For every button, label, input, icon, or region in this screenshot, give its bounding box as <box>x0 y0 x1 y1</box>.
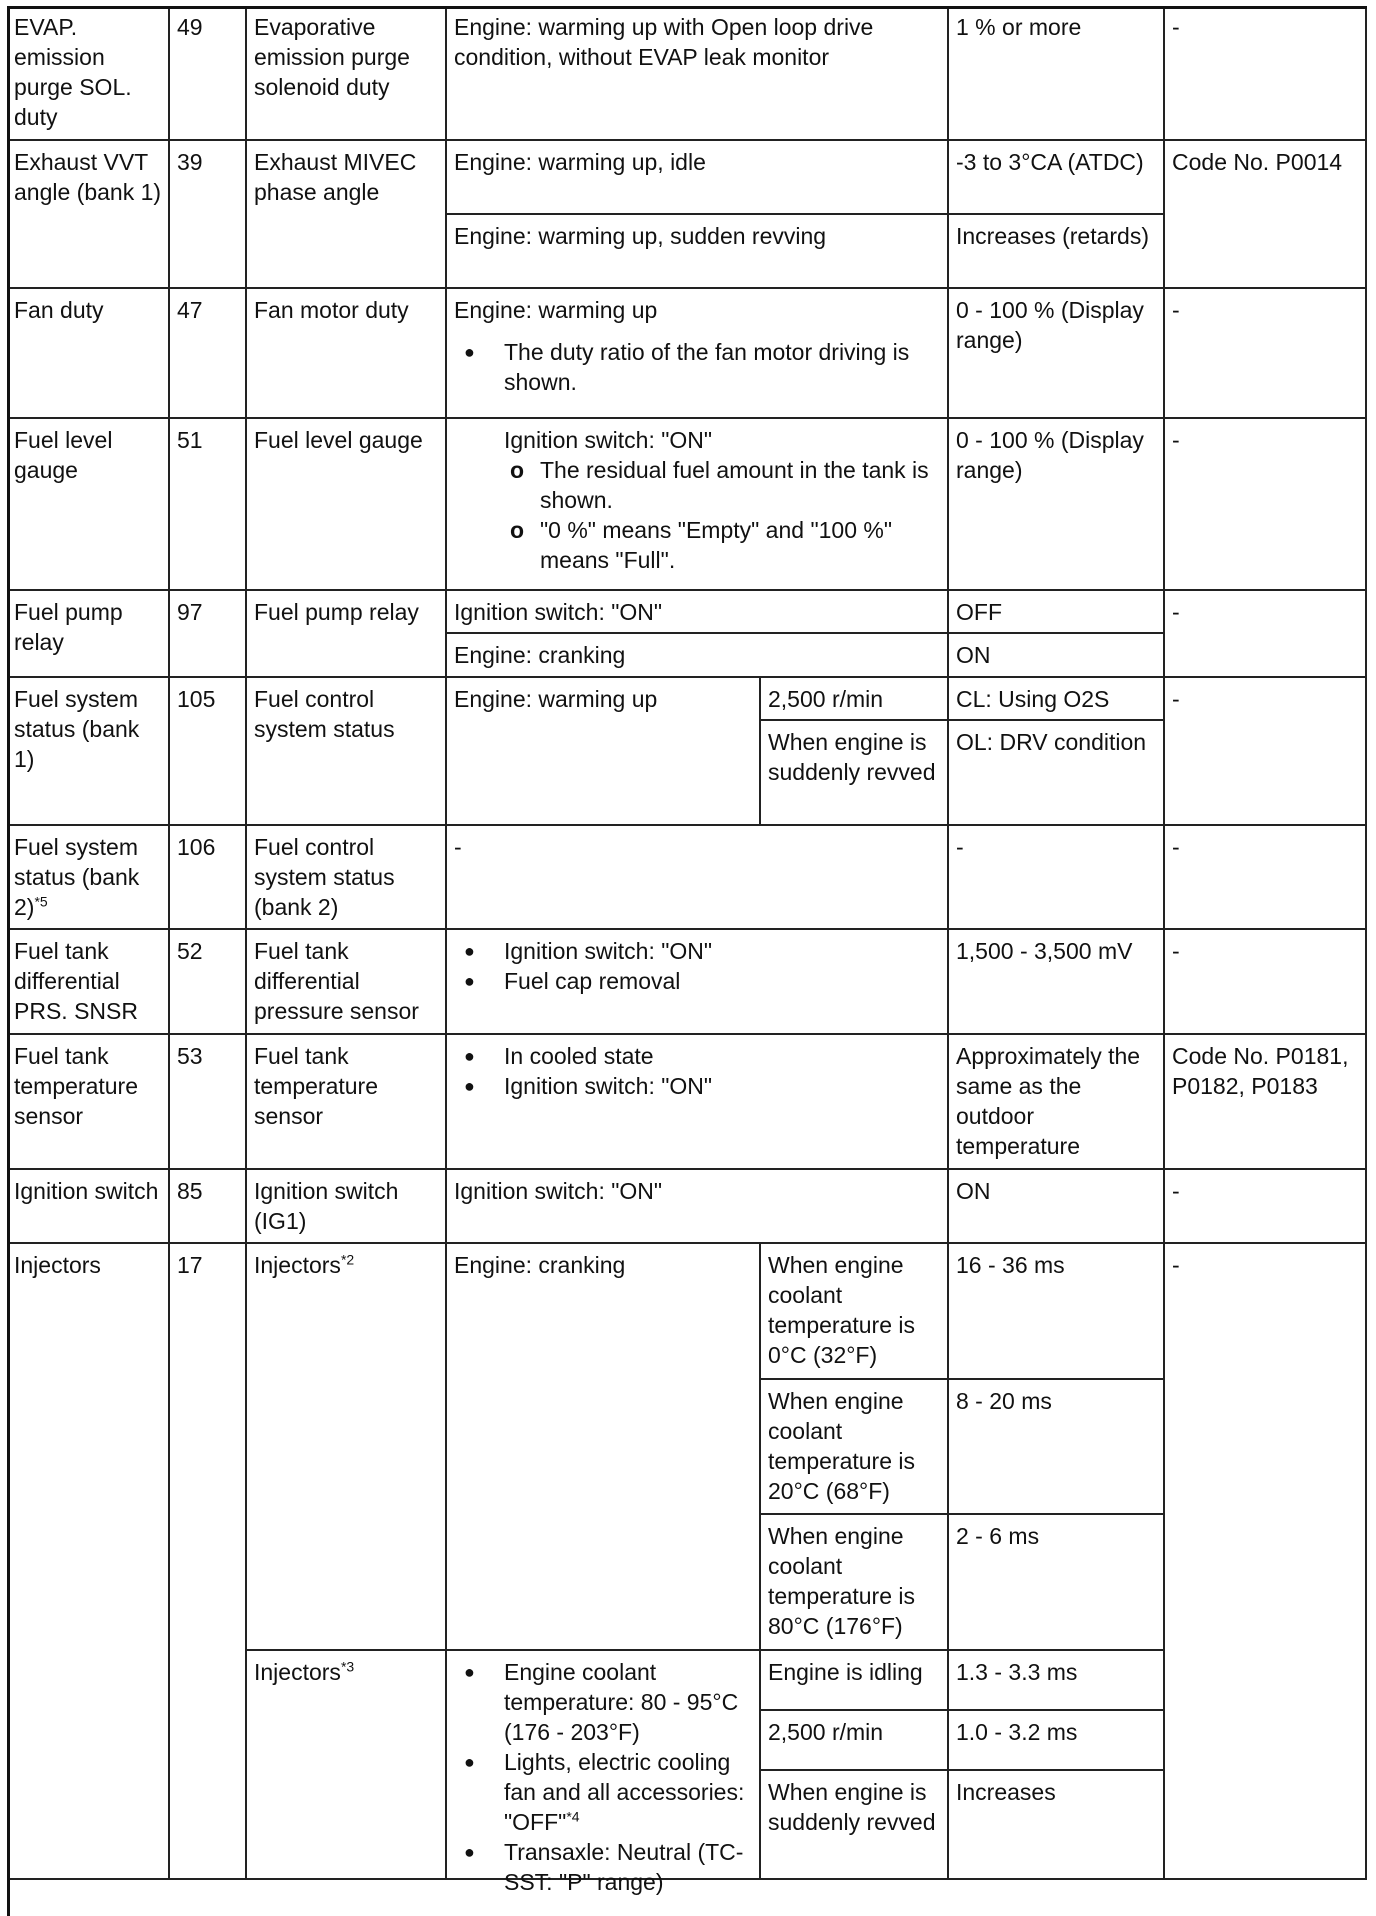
item-description: Injectors$^{*2}$ <box>247 1244 447 1651</box>
normal-value: OFF <box>949 591 1165 634</box>
reference: - <box>1165 591 1367 678</box>
item-description: Evaporative emission purge solenoid duty <box>247 6 447 141</box>
sub-condition: When engine is suddenly revved <box>761 721 949 826</box>
footnote-mark: *2 <box>340 1251 355 1268</box>
item-name: Fuel system status (bank 2)$^{*5}$ <box>7 826 170 930</box>
normal-value: 2 - 6 ms <box>949 1515 1165 1651</box>
normal-value: 0 - 100 % (Display range) <box>949 419 1165 591</box>
normal-value: Increases <box>949 1771 1165 1880</box>
item-number: 105 <box>170 678 247 826</box>
item-description: Fuel tank differential pressure sensor <box>247 930 447 1035</box>
check-condition: Ignition switch: "ON" o The residual fuel amount in the tank is shown. o "0 %" means "Empty" and "100 %" means "Full". <box>447 419 949 591</box>
condition-list <box>454 1657 755 1897</box>
condition-list <box>454 936 943 996</box>
check-condition <box>447 1651 761 1895</box>
sub-condition: When engine coolant temperature is 20°C (68°F) <box>761 1380 949 1515</box>
item-name: Fuel pump relay <box>7 591 170 678</box>
normal-value: Increases (retards) <box>949 215 1165 289</box>
item-name: Ignition switch <box>7 1170 170 1244</box>
condition-bullet: ● In cooled state <box>454 1041 943 1071</box>
normal-value: OL: DRV condition <box>949 721 1165 826</box>
condition-bullet: ● Transaxle: Neutral (TC-SST: "P" range) <box>454 1837 755 1897</box>
item-number: 53 <box>170 1035 247 1170</box>
normal-value: 1 % or more <box>949 6 1165 141</box>
condition-bullet: ● Ignition switch: "ON" <box>454 1071 943 1101</box>
check-condition: Engine: warming up, idle <box>447 141 949 215</box>
condition-notes <box>504 455 943 575</box>
check-condition: Engine: cranking <box>447 634 949 678</box>
item-number: 39 <box>170 141 247 289</box>
check-condition: Ignition switch: "ON" <box>447 1170 949 1244</box>
item-number: 85 <box>170 1170 247 1244</box>
check-condition <box>447 1035 949 1170</box>
item-name: Fuel tank differential PRS. SNSR <box>7 930 170 1035</box>
check-condition: Engine: warming up with Open loop drive condition, without EVAP leak monitor <box>447 6 949 141</box>
condition-bullet: ● The duty ratio of the fan motor driving is shown. <box>454 337 943 397</box>
item-description: Fuel tank temperature sensor <box>247 1035 447 1170</box>
item-number: 49 <box>170 6 247 141</box>
normal-value: 1.3 - 3.3 ms <box>949 1651 1165 1711</box>
check-condition: - <box>447 826 949 930</box>
check-condition: Engine: warming up <box>447 678 761 826</box>
condition-bullet: ● Lights, electric cooling fan and all accessories: "OFF"$^{*4}$ <box>454 1747 755 1837</box>
normal-value: 1,500 - 3,500 mV <box>949 930 1165 1035</box>
item-number: 106 <box>170 826 247 930</box>
sub-condition: 2,500 r/min <box>761 678 949 721</box>
normal-value: 0 - 100 % (Display range) <box>949 289 1165 419</box>
sub-condition: When engine coolant temperature is 80°C (176°F) <box>761 1515 949 1651</box>
item-description: Exhaust MIVEC phase angle <box>247 141 447 289</box>
condition-bullet: ● Engine coolant temperature: 80 - 95°C (176 - 203°F) <box>454 1657 755 1747</box>
sub-condition: 2,500 r/min <box>761 1711 949 1771</box>
item-number: 47 <box>170 289 247 419</box>
item-description: Fuel control system status (bank 2) <box>247 826 447 930</box>
check-condition: Engine: warming up ● The duty ratio of the fan motor driving is shown. <box>447 289 949 419</box>
reference: - <box>1165 1170 1367 1244</box>
item-name: Fuel system status (bank 1) <box>7 678 170 826</box>
reference: - <box>1165 930 1367 1035</box>
check-condition: Engine: warming up, sudden revving <box>447 215 949 289</box>
condition-list <box>454 337 943 397</box>
reference: Code No. P0014 <box>1165 141 1367 289</box>
normal-value: CL: Using O2S <box>949 678 1165 721</box>
reference: - <box>1165 678 1367 826</box>
item-name: Fuel level gauge <box>7 419 170 591</box>
normal-value: 16 - 36 ms <box>949 1244 1165 1380</box>
normal-value: 8 - 20 ms <box>949 1380 1165 1515</box>
item-number: 97 <box>170 591 247 678</box>
item-description: Injectors$^{*3}$ <box>247 1651 447 1880</box>
item-name: Fuel tank temperature sensor <box>7 1035 170 1170</box>
sub-condition: When engine coolant temperature is 0°C (32°F) <box>761 1244 949 1380</box>
reference: - <box>1165 6 1367 141</box>
normal-value: ON <box>949 1170 1165 1244</box>
reference: - <box>1165 289 1367 419</box>
reference: - <box>1165 419 1367 591</box>
check-condition: Engine: cranking <box>447 1244 761 1651</box>
condition-bullet: ● Fuel cap removal <box>454 966 943 996</box>
item-name: Fan duty <box>7 289 170 419</box>
item-description: Fuel control system status <box>247 678 447 826</box>
sub-condition: Engine is idling <box>761 1651 949 1711</box>
footnote-mark: *4 <box>566 1808 580 1825</box>
item-description: Fan motor duty <box>247 289 447 419</box>
footnote-mark: *3 <box>340 1658 355 1675</box>
item-description: Fuel pump relay <box>247 591 447 678</box>
item-description: Ignition switch (IG1) <box>247 1170 447 1244</box>
normal-value: - <box>949 826 1165 930</box>
footnote-mark: *5 <box>34 893 48 910</box>
sub-condition: When engine is suddenly revved <box>761 1771 949 1880</box>
item-number: 52 <box>170 930 247 1035</box>
item-name: Injectors <box>7 1244 170 1880</box>
condition-list <box>454 1041 943 1101</box>
reference: Code No. P0181, P0182, P0183 <box>1165 1035 1367 1170</box>
item-name: EVAP. emission purge SOL. duty <box>7 6 170 141</box>
check-condition: Ignition switch: "ON" <box>447 591 949 634</box>
item-name: Exhaust VVT angle (bank 1) <box>7 141 170 289</box>
normal-value: Approximately the same as the outdoor temperature <box>949 1035 1165 1170</box>
normal-value: -3 to 3°CA (ATDC) <box>949 141 1165 215</box>
reference: - <box>1165 1244 1367 1880</box>
normal-value: ON <box>949 634 1165 678</box>
condition-note: o "0 %" means "Empty" and "100 %" means "Full". <box>504 515 943 575</box>
condition-note: o The residual fuel amount in the tank is shown. <box>504 455 943 515</box>
reference: - <box>1165 826 1367 930</box>
item-number: 17 <box>170 1244 247 1880</box>
normal-value: 1.0 - 3.2 ms <box>949 1711 1165 1771</box>
item-description: Fuel level gauge <box>247 419 447 591</box>
check-condition <box>447 930 949 1035</box>
item-number: 51 <box>170 419 247 591</box>
condition-bullet: ● Ignition switch: "ON" <box>454 936 943 966</box>
